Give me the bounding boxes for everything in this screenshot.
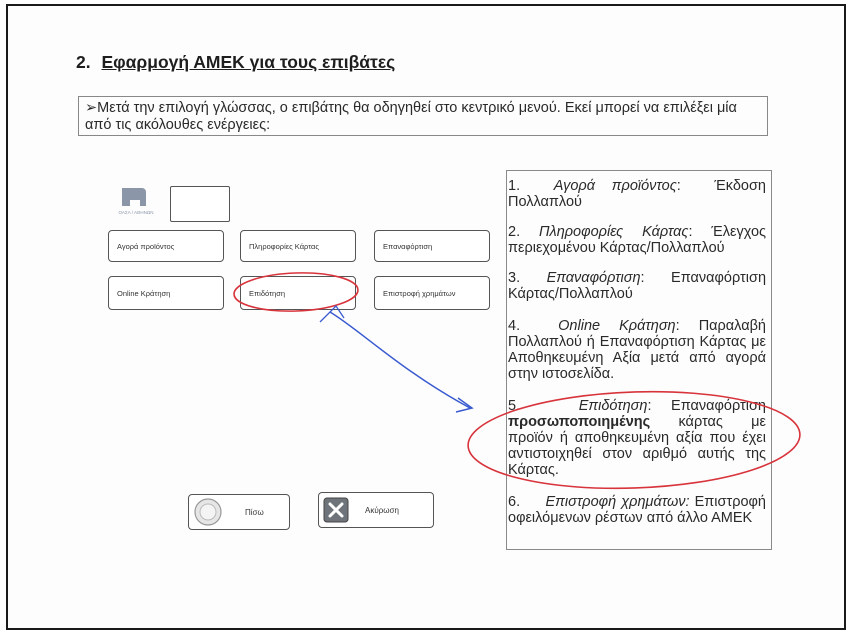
option-bold-text: προσωποποιημένης <box>508 414 651 430</box>
option-number: 1. <box>508 178 521 194</box>
logo-caption: ΟΑΣΑ / ΑΘΗΝΩΝ <box>118 210 154 215</box>
option-title: Επιστροφή χρημάτων: <box>545 494 690 510</box>
recharge-button[interactable]: Επαναφόρτιση <box>374 230 490 262</box>
option-title: Πληροφορίες Κάρτας <box>539 224 689 240</box>
option-title: Επιδότηση <box>578 398 648 414</box>
section-number: 2. <box>76 52 91 72</box>
option-number: 5. <box>508 398 521 414</box>
online-booking-button[interactable]: Online Κράτηση <box>108 276 224 310</box>
card-info-button[interactable]: Πληροφορίες Κάρτας <box>240 230 356 262</box>
option-text: Επιστροφή οφειλόμενων ρέστων από άλλο ΑΜΕΚ <box>508 494 766 526</box>
cancel-label: Ακύρωση <box>365 505 399 515</box>
option-text: Επαναφόρτιση <box>671 398 766 414</box>
section-title: Εφαρμογή ΑΜΕΚ για τους επιβάτες <box>101 52 396 72</box>
option-title: Επαναφόρτιση <box>546 270 641 286</box>
option-2: 2. Πληροφορίες Κάρτας: Έλεγχος περιεχομένου Κάρτας/Πολλαπλού <box>508 224 767 256</box>
refund-button[interactable]: Επιστροφή χρημάτων <box>374 276 490 310</box>
option-text: Επαναφόρτιση Κάρτας/Πολλαπλού <box>508 270 767 302</box>
option-text: κάρτας με προϊόν ή αποθηκευμένη αξία που έχει αντιστοιχηθεί στον αριθμό αυτής της Κάρτας. <box>508 414 766 478</box>
option-text: Έλεγχος περιεχομένου Κάρτας/Πολλαπλού <box>508 224 767 256</box>
option-5: 5. Επιδότηση: Επαναφόρτιση προσωποποιημένης κάρτας με προϊόν ή αποθηκευμένη αξία που έχει αντιστοιχηθεί στον αριθμό αυτής της Κάρτας. <box>508 398 766 478</box>
option-4: 4. Online Κράτηση: Παραλαβή Πολλαπλού ή Επαναφόρτιση Κάρτας με Αποθηκευμένη Αξία μετά από αγορά στην ιστοσελίδα. <box>508 318 766 382</box>
bullet-arrow-icon: ➢ <box>85 100 98 116</box>
option-title: Online Κράτηση <box>558 318 676 334</box>
blue-arrow-line <box>330 312 470 408</box>
red-circle-subsidy-button <box>233 271 358 313</box>
option-number: 6. <box>508 494 521 510</box>
buy-product-button[interactable]: Αγορά προϊόντος <box>108 230 224 262</box>
option-text: Έκδοση Πολλαπλού <box>508 178 766 210</box>
option-title: Αγορά προϊόντος <box>553 178 677 194</box>
option-1: 1. Αγορά προϊόντος: Έκδοση Πολλαπλού <box>508 178 766 210</box>
subsidy-button[interactable]: Επιδότηση <box>240 276 356 310</box>
option-number: 3. <box>508 270 521 286</box>
option-number: 2. <box>508 224 521 240</box>
back-label: Πίσω <box>245 507 264 517</box>
option-text: Παραλαβή Πολλαπλού ή Επαναφόρτιση Κάρτας με Αποθηκευμένη Αξία μετά από αγορά στην ιστοσελίδα. <box>508 318 766 382</box>
option-3: 3. Επαναφόρτιση: Επαναφόρτιση Κάρτας/Πολλαπλού <box>508 270 767 302</box>
intro-text: Μετά την επιλογή γλώσσας, ο επιβάτης θα οδηγηθεί στο κεντρικό μενού. Εκεί μπορεί να επιλέξει μία από τις ακόλουθες ενέργειες: <box>85 100 737 133</box>
red-circle-option-5 <box>466 386 801 494</box>
option-number: 4. <box>508 318 521 334</box>
